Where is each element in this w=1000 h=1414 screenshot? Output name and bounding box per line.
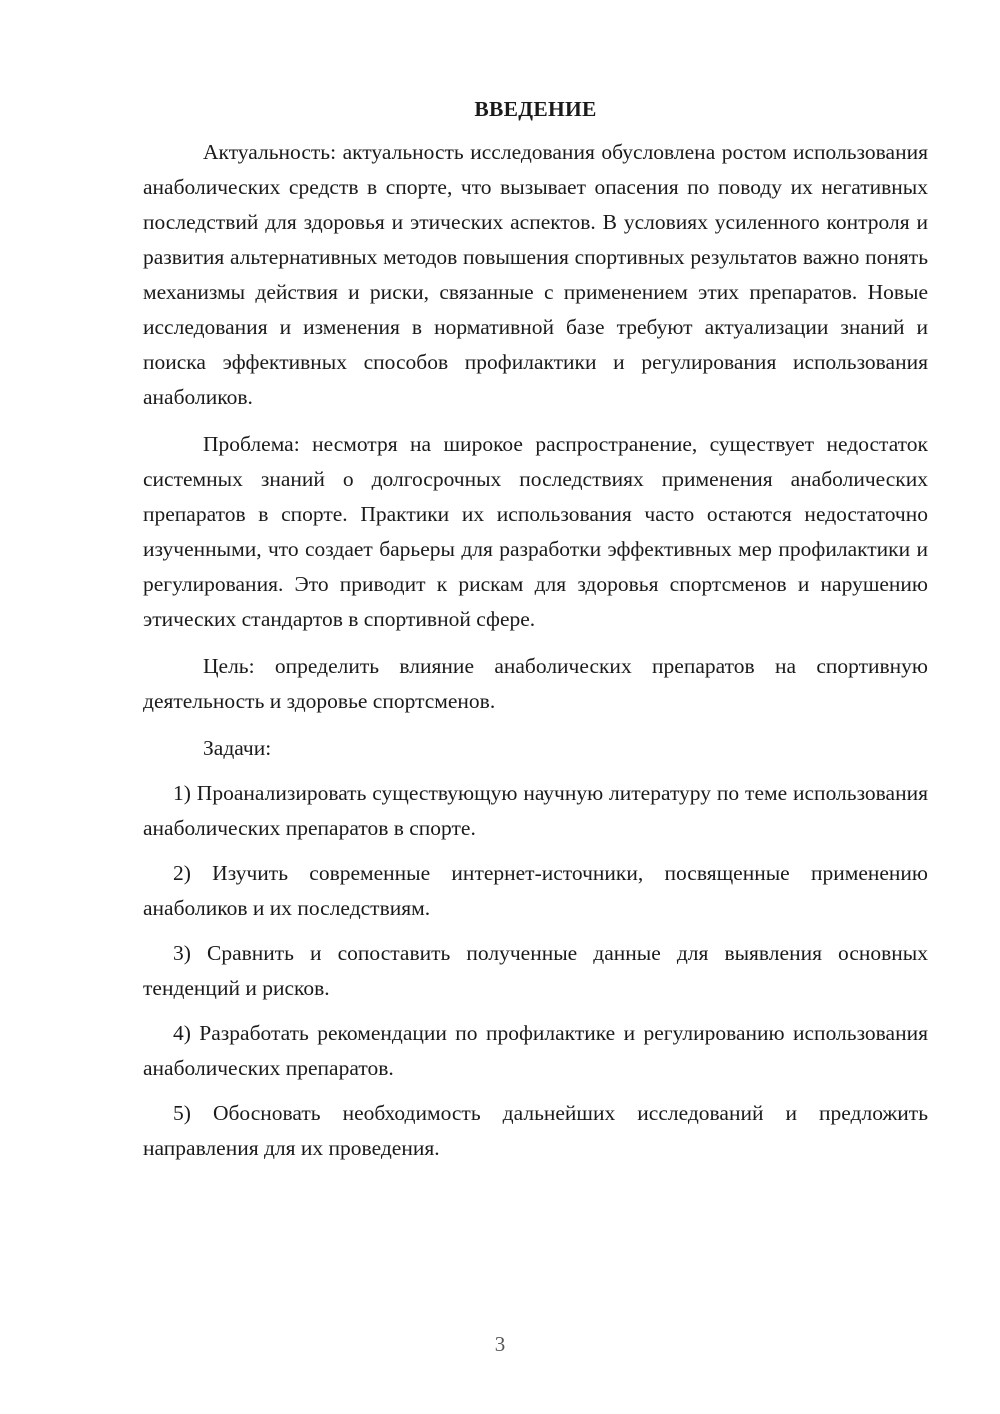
tasks-label: Задачи:	[203, 736, 272, 760]
tasks-list	[143, 776, 928, 1166]
task-item: 4) Разработать рекомендации по профилактике и регулированию использования анаболических препаратов.	[143, 1021, 928, 1080]
page-number: 3	[494, 1332, 506, 1356]
problem-paragraph: Проблема: несмотря на широкое распространение, существует недостаток системных знаний о долгосрочных последствиях применения анаболических препаратов в спорте. Практики их использования часто остаются недостаточно изученными, что создает барьеры для разработки эффективных мер профилактики и регулирования. Это приводит к рискам для здоровья спортсменов и нарушению этических стандартов в спортивной сфере.	[143, 432, 928, 631]
section-title: ВВЕДЕНИЕ	[474, 97, 597, 121]
goal-paragraph: Цель: определить влияние анаболических препаратов на спортивную деятельность и здоровье спортсменов.	[143, 654, 928, 713]
task-item: 2) Изучить современные интернет-источники, посвященные применению анаболиков и их последствиям.	[143, 861, 928, 920]
task-item: 1) Проанализировать существующую научную литературу по теме использования анаболических препаратов в спорте.	[143, 781, 928, 840]
relevance-paragraph: Актуальность: актуальность исследования обусловлена ростом использования анаболических средств в спорте, что вызывает опасения по поводу их негативных последствий для здоровья и этических аспектов. В условиях усиленного контроля и развития альтернативных методов повышения спортивных результатов важно понять механизмы действия и риски, связанные с применением этих препаратов. Новые исследования и изменения в нормативной базе требуют актуализации знаний и поиска эффективных способов профилактики и регулирования использования анаболиков.	[143, 140, 928, 409]
task-item: 5) Обосновать необходимость дальнейших исследований и предложить направления для их проведения.	[143, 1101, 928, 1160]
task-item: 3) Сравнить и сопоставить полученные данные для выявления основных тенденций и рисков.	[143, 941, 928, 1000]
document-page	[143, 92, 928, 1176]
